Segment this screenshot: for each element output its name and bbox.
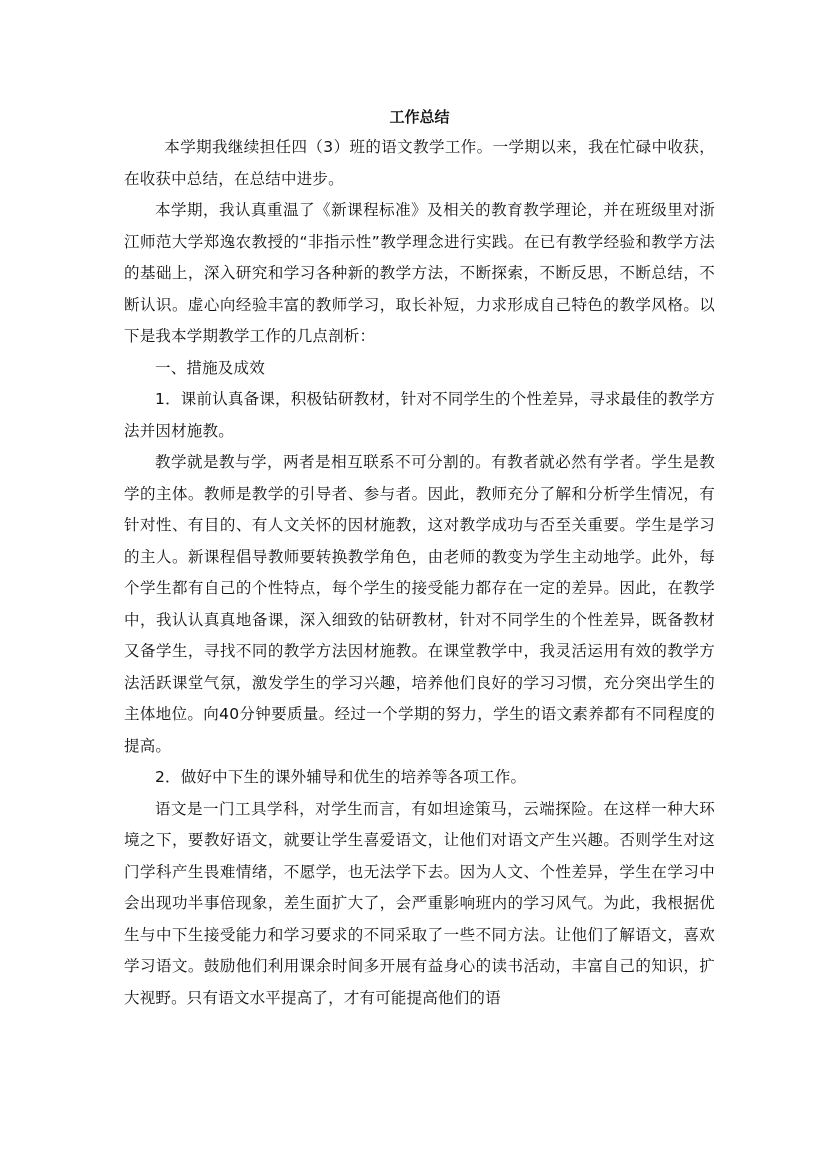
- item-heading-1: 1．课前认真备课，积极钻研教材，针对不同学生的个性差异，寻求最佳的教学方法并因材施教。: [124, 390, 715, 440]
- section-heading-measures: 一、措施及成效: [155, 358, 265, 377]
- paragraph-tutoring: 语文是一门工具学科，对学生而言，有如坦途策马，云端探险。在这样一种大环境之下，要教好语文，就要让学生喜爱语文，让他们对语文产生兴趣。否则学生对这门学科产生畏难情绪，不愿学，也无法学下去。因为人文、个性差异，学生在学习中会出现功半事倍现象，差生面扩大了，会严重影响班内的学习风气。为此，我根据优生与中下生接受能力和学习要求的不同采取了一些不同方法。让他们了解语文，喜欢学习语文。鼓励他们利用课余时间多开展有益身心的读书活动，丰富自己的知识，扩大视野。只有语文水平提高了，才有可能提高他们的语: [124, 799, 715, 1007]
- paragraph-teaching: 教学就是教与学，两者是相互联系不可分割的。有教者就必然有学者。学生是教学的主体。教师是教学的引导者、参与者。因此，教师充分了解和分析学生情况，有针对性、有目的、有人文关怀的因材施教，这对教学成功与否至关重要。学生是学习的主人。新课程倡导教师要转换教学角色，由老师的教变为学生主动地学。此外，每个学生都有自己的个性特点，每个学生的接受能力都存在一定的差异。因此，在教学中，我认认真真地备课，深入细致的钻研教材，针对不同学生的个性差异，既备教材又备学生，寻找不同的教学方法因材施教。在课堂教学中，我灵活运用有效的教学方法活跃课堂气氛，激发学生的学习兴趣，培养他们良好的学习习惯，充分突出学生的主体地位。向40分钟要质量。经过一个学期的努力，学生的语文素养都有不同程度的提高。: [124, 453, 715, 755]
- paragraph-overview: 本学期，我认真重温了《新课程标准》及相关的教育教学理论，并在班级里对浙江师范大学郑逸农教授的“非指示性”教学理念进行实践。在已有教学经验和教学方法的基础上，深入研究和学习各种新的教学方法，不断探索，不断反思，不断总结，不断认识。虚心向经验丰富的教师学习，取长补短，力求形成自己特色的教学风格。以下是我本学期教学工作的几点剖析：: [124, 201, 715, 345]
- document-title: 工作总结: [389, 108, 450, 126]
- item-heading-2: 2．做好中下生的课外辅导和优生的培养等各项工作。: [155, 768, 527, 786]
- paragraph-intro: 本学期我继续担任四（3）班的语文教学工作。一学期以来，我在忙碌中收获，在收获中总结，在总结中进步。: [124, 138, 715, 188]
